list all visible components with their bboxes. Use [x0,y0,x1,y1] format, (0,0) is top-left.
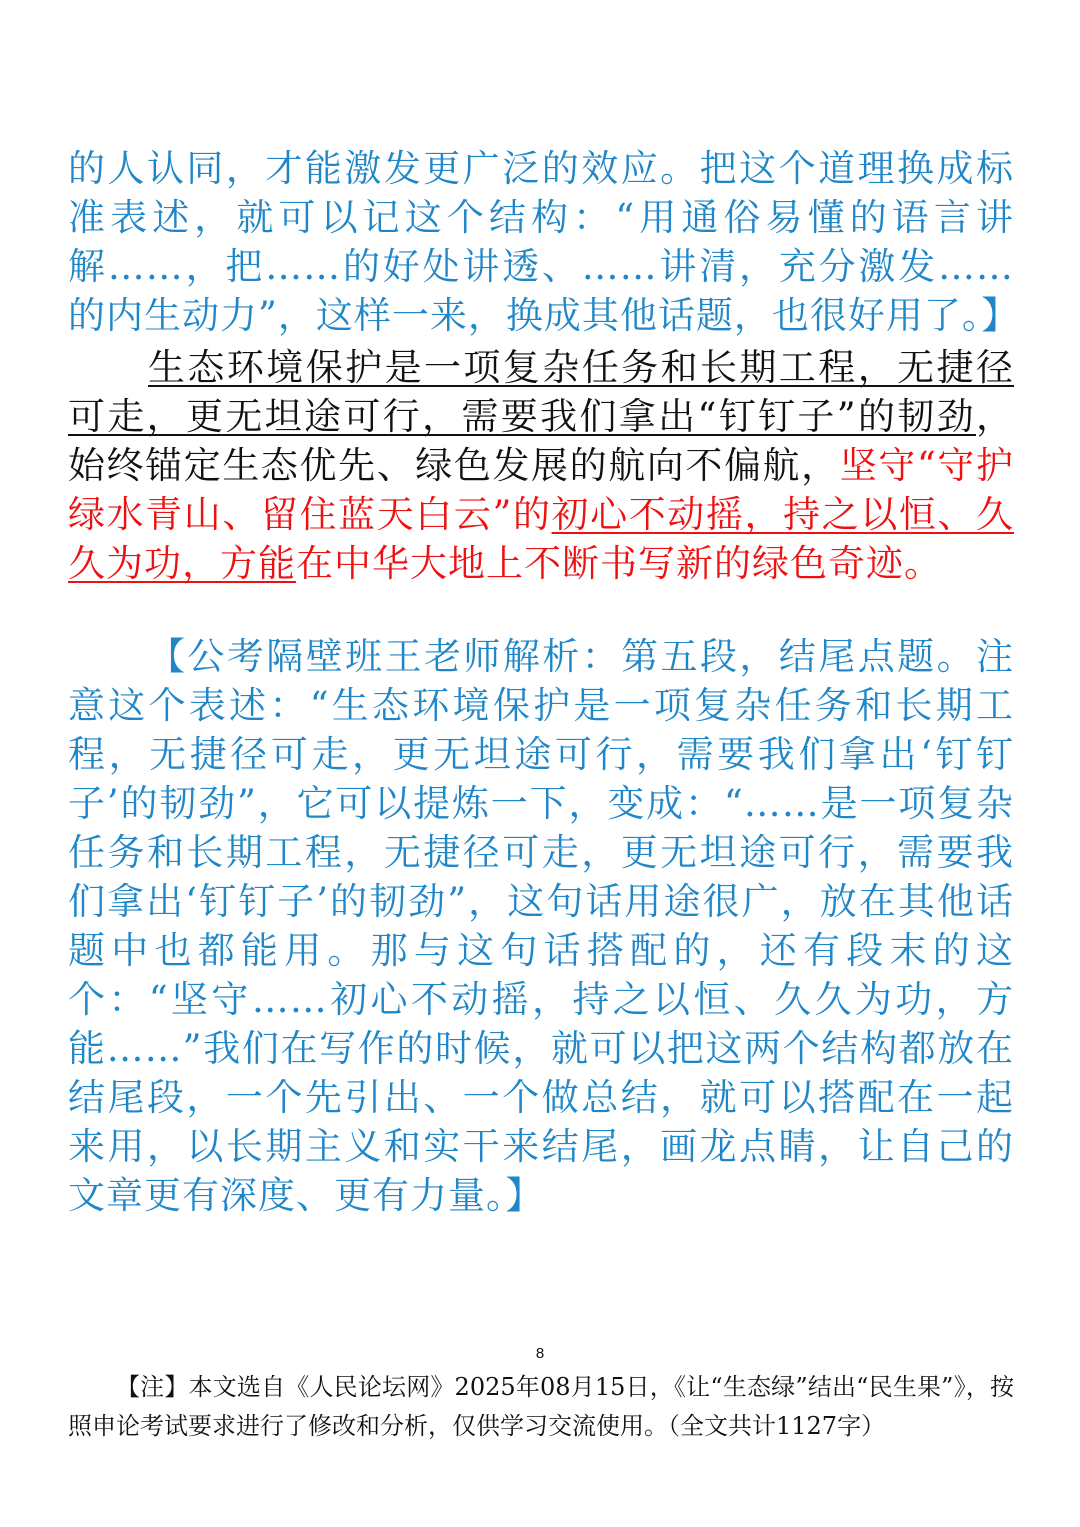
text-segment-red: 坚守“守护绿水青山、留住蓝天白云”的 [68,444,1014,536]
text-segment-red-ending: 在中华大地上不断书写新的绿色奇迹。 [296,542,942,585]
text-segment-underlined-red: 初心不动摇，持之以恒、久久为功，方能 [68,493,1014,585]
text-segment-black: ，始终锚定生态优先、绿色发展的航向不偏航， [68,395,1014,487]
paragraph-fifth-section [68,343,1014,588]
text-segment-underlined-black: 生态环境保护是一项复杂任务和长期工程，无捷径可走，更无坦途可行，需要我们拿出“钉钉子”的韧劲 [68,346,1014,438]
paragraph-analysis-continued: 的人认同，才能激发更广泛的效应。把这个道理换成标准表述，就可以记这个结构：“用通俗易懂的语言讲解……，把……的好处讲透、……讲清，充分激发……的内生动力”，这样一来，换成其他话题，也很好用了。】 [68,147,1020,337]
page-number: 8 [535,1345,545,1362]
paragraph-teacher-analysis: 【公考隔壁班王老师解析：第五段，结尾点题。注意这个表述：“生态环境保护是一项复杂任务和长期工程，无捷径可走，更无坦途可行，需要我们拿出‘钉钉子’的韧劲”，它可以提炼一下，变成：“……是一项复杂任务和长期工程，无捷径可走，更无坦途可行，需要我们拿出‘钉钉子’的韧劲”，这句话用途很广，放在其他话题中也都能用。那与这句话搭配的，还有段末的这个：“坚守……初心不动摇，持之以恒、久久为功，方能……”我们在写作的时候，就可以把这两个结构都放在结尾段，一个先引出、一个做总结，就可以搭配在一起来用，以长期主义和实干来结尾，画龙点睛，让自己的文章更有深度、更有力量。】 [68,635,1014,1217]
source-note: 【注】本文选自《人民论坛网》2025年08月15日，《让“生态绿”结出“民生果”》，按照申论考试要求进行了修改和分析，仅供学习交流使用。（全文共计1127字） [68,1373,1014,1440]
